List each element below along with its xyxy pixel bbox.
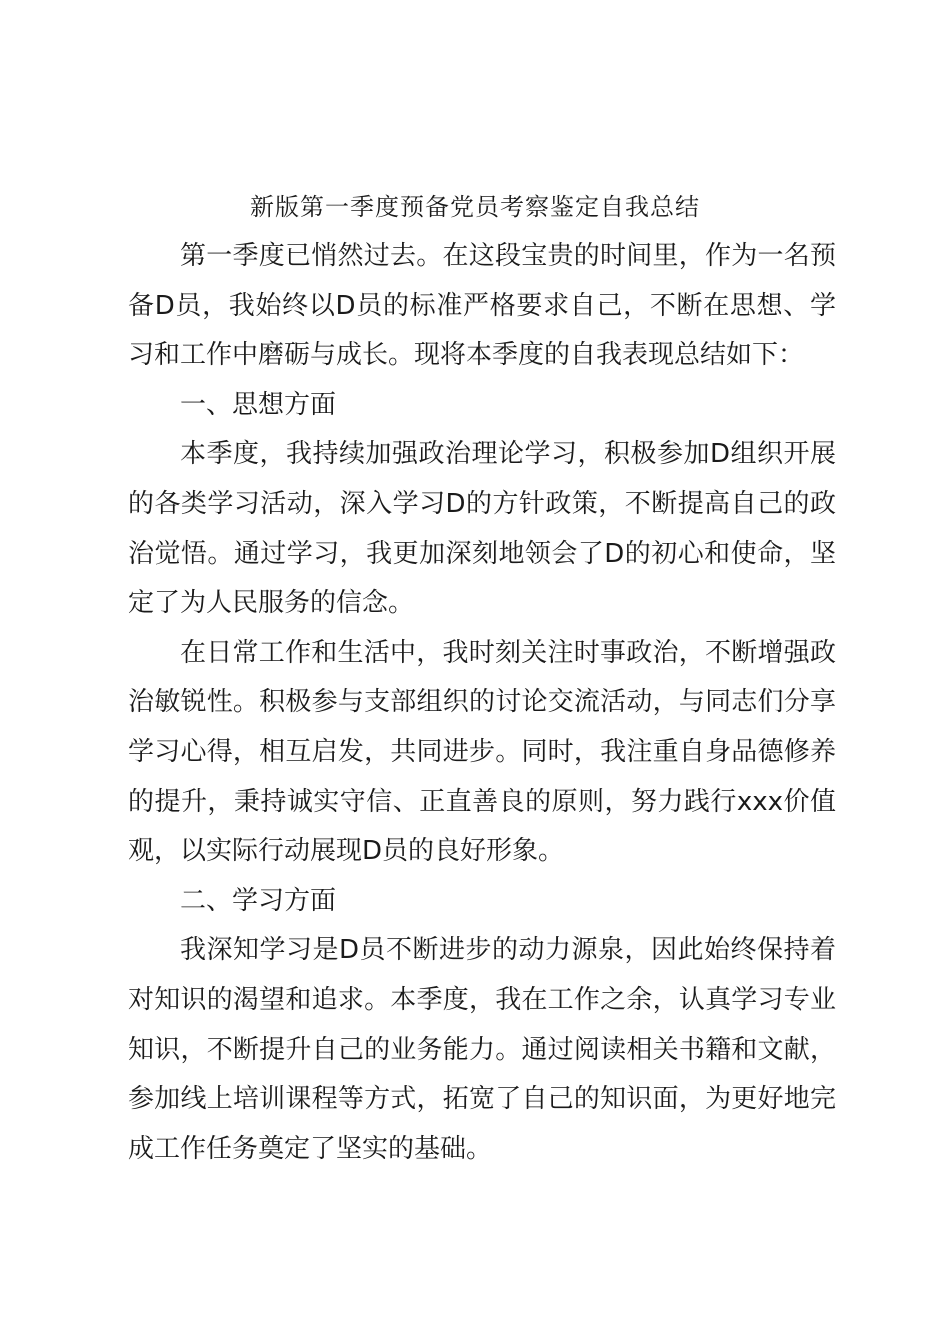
document-body — [128, 232, 836, 1174]
section-heading-thought: 一、思想方面 — [180, 389, 337, 420]
thought-paragraph-2: 在日常工作和生活中，我时刻关注时事政治，不断增强政治敏锐性。积极参与支部组织的讨论交流活动，与同志们分享学习心得，相互启发，共同进步。同时，我注重自身品德修养的提升，秉持诚实守信、正直善良的原则，努力践行xxx价值观，以实际行动展现D员的良好形象。 — [128, 637, 836, 867]
study-paragraph-1: 我深知学习是D员不断进步的动力源泉，因此始终保持着对知识的渴望和追求。本季度，我在工作之余，认真学习专业知识，不断提升自己的业务能力。通过阅读相关书籍和文献，参加线上培训课程等方式，拓宽了自己的知识面，为更好地完成工作任务奠定了坚实的基础。 — [128, 935, 836, 1164]
intro-paragraph: 第一季度已悄然过去。在这段宝贵的时间里，作为一名预备D员，我始终以D员的标准严格要求自己，不断在思想、学习和工作中磨砺与成长。现将本季度的自我表现总结如下： — [128, 241, 836, 371]
section-heading-study: 二、学习方面 — [180, 885, 337, 916]
document-title: 新版第一季度预备党员考察鉴定自我总结 — [250, 193, 700, 221]
thought-paragraph-1: 本季度，我持续加强政治理论学习，积极参加D组织开展的各类学习活动，深入学习D的方针政策，不断提高自己的政治觉悟。通过学习，我更加深刻地领会了D的初心和使命，坚定了为人民服务的信念。 — [128, 439, 836, 619]
